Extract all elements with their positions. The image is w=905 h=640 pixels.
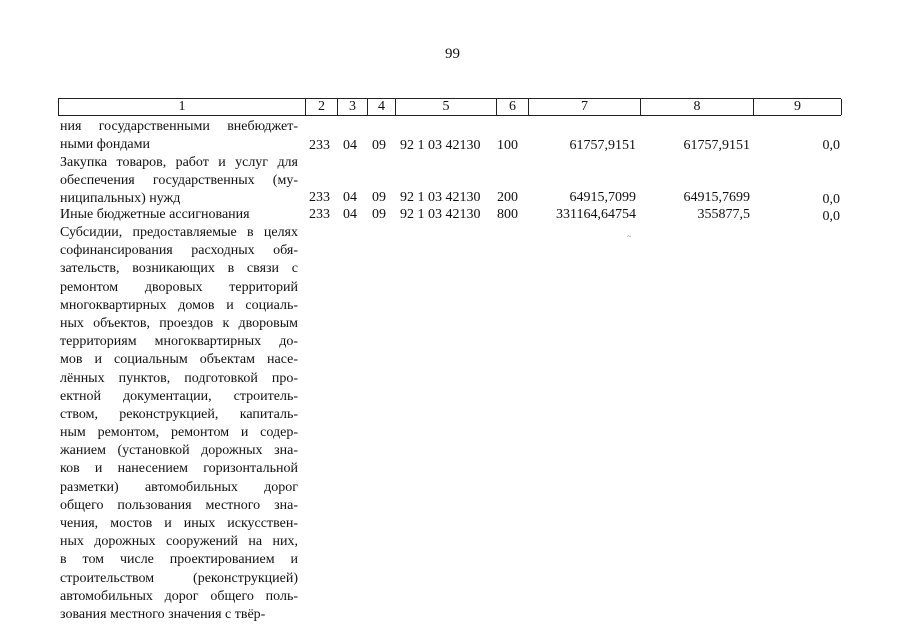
row-3-description xyxy=(60,206,298,224)
row-2-desc-line: обеспечения государственных (му- xyxy=(60,173,298,189)
row-4-desc-line: автомобильных дорог общего поль- xyxy=(60,588,298,604)
header-col-5: 5 xyxy=(396,99,497,115)
row-4-desc-line: лённых пунктов, подготовкой про- xyxy=(60,370,298,386)
row-1-col-7: 61757,9151 xyxy=(569,138,636,153)
row-4-desc-line: жанием (установкой дорожных зна- xyxy=(60,443,298,459)
row-4-desc-line: в том числе проектированием и xyxy=(60,552,298,568)
row-1-col-3: 04 xyxy=(343,138,357,153)
row-4-description xyxy=(60,224,298,624)
row-2-description xyxy=(60,154,298,209)
row-4-desc-line: ством, реконструкцией, капиталь- xyxy=(60,406,298,422)
row-4-desc-line: чения, мостов и иных искусствен- xyxy=(60,516,298,531)
row-4-desc-line: зательств, возникающих в связи с xyxy=(60,261,298,277)
row-4-desc-line: Субсидии, предоставляемые в целях xyxy=(60,225,298,240)
header-col-6: 6 xyxy=(497,99,529,115)
row-1-col-5: 92 1 03 42130 xyxy=(400,138,481,153)
row-2-col-4: 09 xyxy=(372,190,386,205)
header-col-4: 4 xyxy=(368,99,396,115)
row-1-col-2: 233 xyxy=(309,138,330,153)
row-1-col-4: 09 xyxy=(372,138,386,153)
row-1-desc-line: ния государственными внебюджет- xyxy=(60,119,298,134)
row-2-col-9: 0,0 xyxy=(822,192,840,207)
row-1-col-9: 0,0 xyxy=(822,138,840,153)
row-3-col-3: 04 xyxy=(343,207,357,222)
row-4-desc-line: зования местного значения с твёр- xyxy=(60,606,266,622)
row-2-col-5: 92 1 03 42130 xyxy=(400,190,481,205)
row-4-desc-line: ремонтом дворовых территорий xyxy=(60,279,298,295)
header-col-9: 9 xyxy=(754,99,842,115)
row-4-desc-line: территориям многоквартирных до- xyxy=(60,334,298,350)
row-4-desc-line: ным ремонтом, ремонтом и содер- xyxy=(60,425,298,441)
row-4-desc-line: общего пользования местного зна- xyxy=(60,497,298,513)
row-3-col-5: 92 1 03 42130 xyxy=(400,207,481,222)
row-4-desc-line: ектной документации, строитель- xyxy=(60,388,298,404)
header-col-7: 7 xyxy=(529,99,641,115)
row-4-desc-line: ков и нанесением горизонтальной xyxy=(60,461,298,477)
row-4-desc-line: мов и социальным объектам насе- xyxy=(60,352,298,368)
row-1-desc-line: ными фондами xyxy=(60,137,151,153)
row-3-col-4: 09 xyxy=(372,207,386,222)
row-3-col-6: 800 xyxy=(497,207,518,222)
row-4-desc-line: ных объектов, проездов к дворовым xyxy=(60,315,298,331)
row-2-col-7: 64915,7099 xyxy=(569,190,636,205)
row-3-col-9: 0,0 xyxy=(822,209,840,224)
row-2-col-8: 64915,7699 xyxy=(683,190,750,205)
header-col-8: 8 xyxy=(641,99,754,115)
row-1-description xyxy=(60,118,298,154)
row-4-desc-line: многоквартирных домов и социаль- xyxy=(60,297,298,313)
header-col-2: 2 xyxy=(306,99,338,115)
row-2-col-6: 200 xyxy=(497,190,518,205)
row-4-desc-line: софинансирования расходных обя- xyxy=(60,243,298,259)
row-3-col-7: 331164,64754 xyxy=(556,207,636,222)
row-4-desc-line: строительством (реконструкцией) xyxy=(60,570,298,586)
row-3-col-8: 355877,5 xyxy=(697,207,750,222)
row-1-col-6: 100 xyxy=(497,138,518,153)
table-header xyxy=(58,98,841,116)
row-4-desc-line: разметки) автомобильных дорог xyxy=(60,479,298,495)
scan-speck: ~ xyxy=(627,232,632,241)
row-2-col-3: 04 xyxy=(343,190,357,205)
row-1-col-8: 61757,9151 xyxy=(683,138,750,153)
row-4-desc-line: ных дорожных сооружений на них, xyxy=(60,534,298,550)
row-3-col-2: 233 xyxy=(309,207,330,222)
header-col-3: 3 xyxy=(338,99,368,115)
page-number: 99 xyxy=(445,46,460,62)
row-3-desc-line: Иные бюджетные ассигнования xyxy=(60,207,250,222)
row-2-desc-line: Закупка товаров, работ и услуг для xyxy=(60,155,298,170)
header-col-1: 1 xyxy=(59,99,306,115)
row-2-desc-line: ниципальных) нужд xyxy=(60,191,181,207)
row-2-col-2: 233 xyxy=(309,190,330,205)
